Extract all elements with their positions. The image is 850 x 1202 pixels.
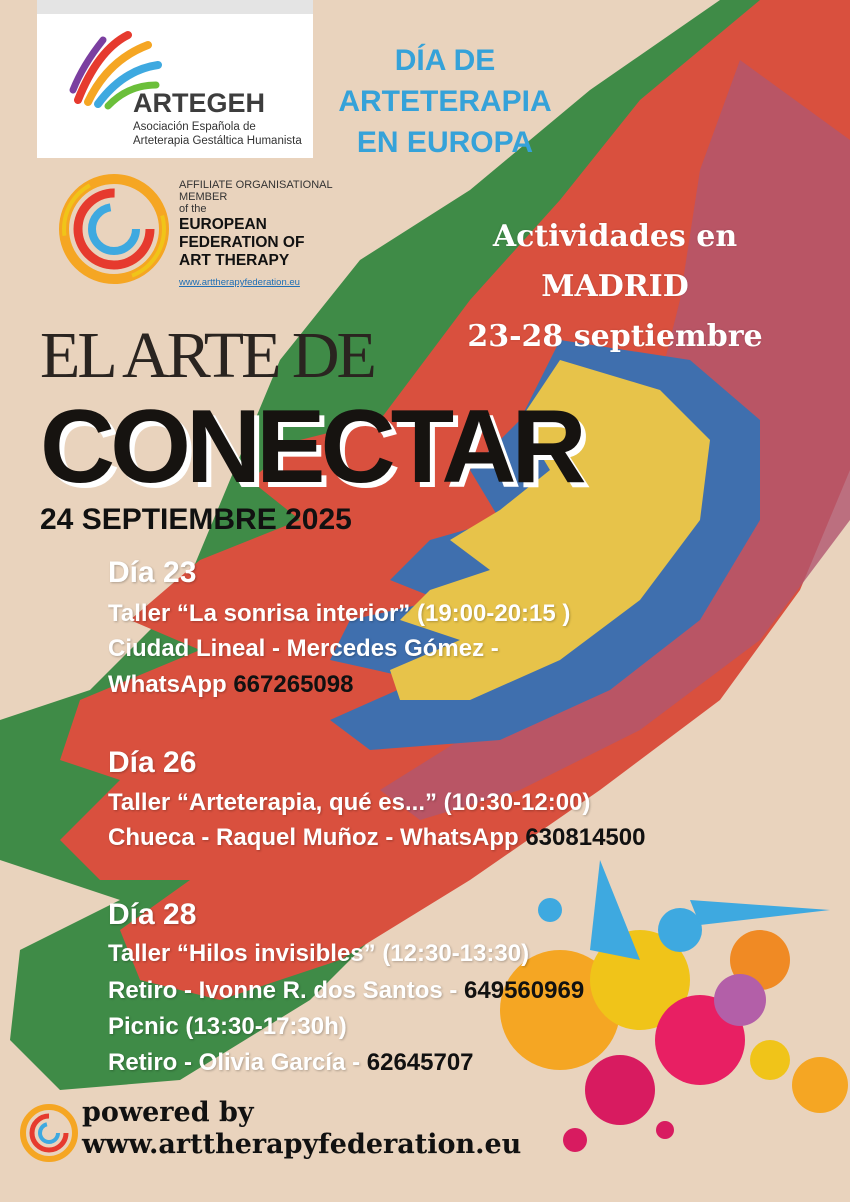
event-header-line: EN EUROPA [356, 126, 534, 159]
day-23-contact [108, 671, 353, 699]
day-28-phone-2[interactable]: 62645707 [366, 1049, 474, 1076]
affiliate-org-line: FEDERATION OF [179, 234, 305, 251]
day-23-phone[interactable]: 667265098 [233, 671, 354, 698]
event-header-line: ARTETERAPIA [338, 85, 552, 118]
day-26-workshop: Taller “Arteterapia, qué es...” (10:30-12:00) [108, 789, 591, 816]
day-28-title: Día 28 [108, 898, 197, 931]
event-header-line: DÍA DE [394, 44, 496, 77]
artegeh-logo-name: ARTEGEH [133, 88, 266, 118]
title-line-2: CONECTAR [40, 389, 582, 505]
location-block [440, 212, 790, 362]
day-26-phone[interactable]: 630814500 [525, 824, 646, 851]
artegeh-logo-subtitle [133, 120, 303, 148]
location-line: Actividades en [492, 219, 738, 254]
logo-subtitle-line: Arteterapia Gestáltica Humanista [133, 135, 302, 147]
day-26-title: Día 26 [108, 746, 197, 779]
day-28-location-2: Retiro - Olivia García - [108, 1049, 367, 1076]
paint-splash [500, 860, 848, 1152]
affiliate-caption-line: MEMBER [179, 191, 228, 203]
day-28-phone-1[interactable]: 649560969 [464, 977, 585, 1004]
footer-url-link[interactable]: www.arttherapyfederation.eu [82, 1129, 522, 1160]
day-26-location: Chueca - Raquel Muñoz - WhatsApp [108, 824, 526, 851]
affiliate-org-line: ART THERAPY [179, 252, 290, 269]
affiliate-org-name [179, 216, 339, 270]
footer-credit [82, 1097, 521, 1161]
day-23-title: Día 23 [108, 556, 197, 589]
footer-spiral-icon [18, 1100, 80, 1166]
logo-subtitle-line: Asociación Española de [133, 121, 256, 133]
event-date: 24 SEPTIEMBRE 2025 [40, 503, 352, 536]
day-28-workshop: Taller “Hilos invisibles” (12:30-13:30) [108, 940, 530, 967]
affiliate-caption [179, 179, 339, 215]
location-line: 23-28 septiembre [467, 319, 763, 354]
eufat-spiral-icon [58, 170, 170, 288]
affiliate-caption-line: AFFILIATE ORGANISATIONAL [179, 179, 333, 191]
powered-by-label: powered by [82, 1097, 254, 1128]
event-header [320, 40, 570, 163]
day-28-picnic: Picnic (13:30-17:30h) [108, 1013, 347, 1040]
day-28-location-1: Retiro - Ivonne R. dos Santos - [108, 977, 465, 1004]
day-23-workshop: Taller “La sonrisa interior” (19:00-20:15 ) [108, 600, 571, 627]
affiliate-org-line: EUROPEAN [179, 216, 267, 233]
location-line: MADRID [541, 269, 689, 304]
affiliate-url-link[interactable]: www.arttherapyfederation.eu [179, 277, 300, 288]
day-28-contact-1 [108, 977, 584, 1005]
day-26-contact [108, 824, 645, 852]
title-line-1: EL ARTE DE [40, 319, 374, 392]
affiliate-caption-line: of the [179, 203, 207, 215]
day-23-location: Ciudad Lineal - Mercedes Gómez - [108, 635, 499, 662]
day-28-contact-2 [108, 1049, 474, 1077]
whatsapp-label: WhatsApp [108, 671, 234, 698]
